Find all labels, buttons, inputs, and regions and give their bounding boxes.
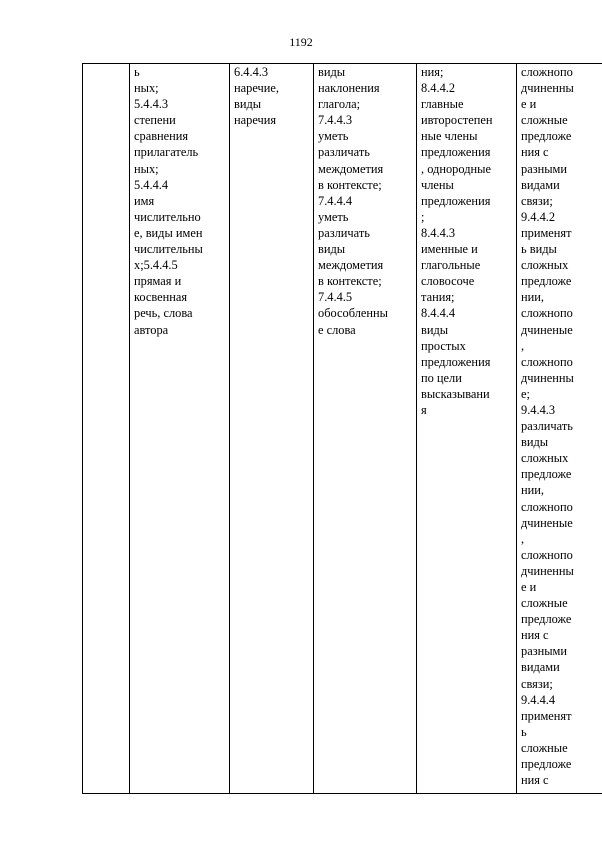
cell-text: виды наклонения глагола; 7.4.4.3 уметь различать междометия в контексте; 7.4.4.4 уметь различать виды междометия в контексте; 7.4.4.5 обособленны е слова bbox=[318, 65, 388, 337]
cell-text: 6.4.4.3 наречие, виды наречия bbox=[234, 65, 279, 128]
table-cell-6 bbox=[517, 64, 602, 794]
table-cell-2 bbox=[130, 64, 230, 794]
cell-text: ь ных; 5.4.4.3 степени сравнения прилагатель ных; 5.4.4.4 имя числительно е, виды имен числительны х;5.4.4.5 прямая и косвенная речь, слова автора bbox=[134, 65, 203, 337]
table-cell-1 bbox=[83, 64, 130, 794]
page-number: 1192 bbox=[289, 35, 313, 49]
table-cell-5 bbox=[417, 64, 517, 794]
cell-text: ния; 8.4.4.2 главные ивторостепен ные члены предложения , однородные члены предложения ; 8.4.4.3 именные и глагольные словосоче тания; 8.4.4.4 виды простых предложения по цели высказывани я bbox=[421, 65, 493, 417]
curriculum-table bbox=[82, 63, 602, 794]
table-cell-3 bbox=[230, 64, 314, 794]
cell-text: сложнопо дчиненны е и сложные предложе ния с разными видами связи; 9.4.4.2 применят ь виды сложных предложе нии, сложнопо дчиненые , сложнопо дчиненны е; 9.4.4.3 различать виды сложных предложе нии, сложнопо дчиненые , сложнопо дчиненны е и сложные предложе ния с разными видами связи; 9.4.4.4 применят ь сложные предложе ния с bbox=[521, 65, 574, 788]
table-cell-4 bbox=[314, 64, 417, 794]
table-row bbox=[83, 64, 602, 794]
